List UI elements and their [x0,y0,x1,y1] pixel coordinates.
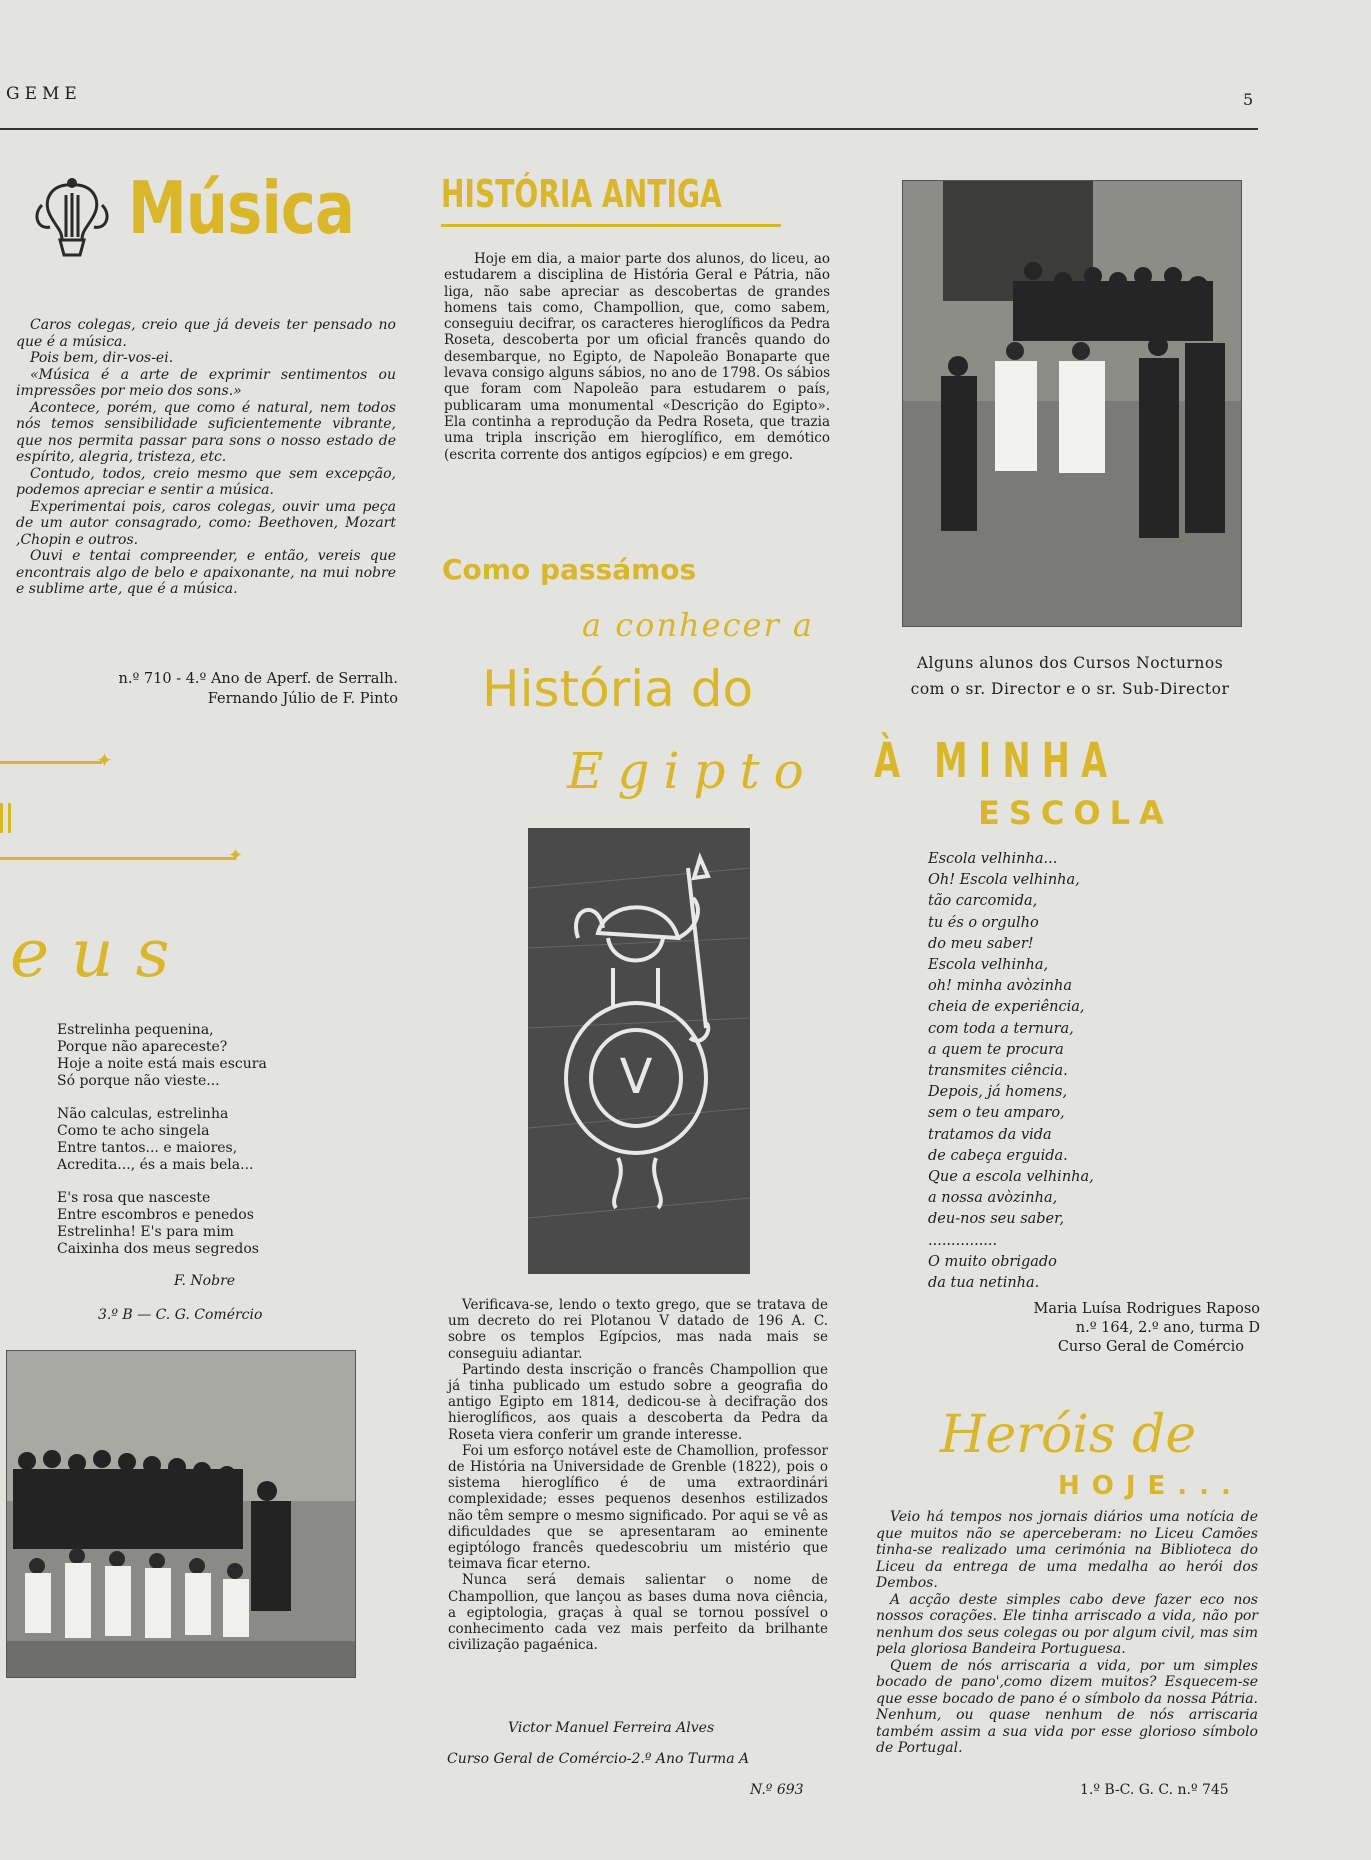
paragraph: Nunca será demais salientar o nome de Champollion, que lançou as bases duma nova ciência, a egiptologia, graças à qual se tornou possível o conhecimento cada vez mais perfeito da brilhante civilização pagaénica. [448,1572,828,1654]
egipto-title-line4: Egipto [567,742,818,800]
historia-antiga-text: Hoje em dia, a maior parte dos alunos, do liceu, ao estudarem a disciplina de História Geral e Pátria, não liga, não sabe apreciar as descobertas de grandes homens tais como, Champollion, que, como sabem, conseguiu decifrar, os caracteres hieroglíficos da Pedra Roseta, descoberta por um oficial francês quando do desembarque, no Egipto, de Napoleão Bonaparte que levava consigo alguns sábios, no ano de 1798. Os sábios que foram com Napoleão para estudarem o país, publicaram uma monumental «Descrição do Egipto». Ela continha a reprodução da Pedra Roseta, que trazia uma tripla inscrição em hieroglífico, em demótico (escrita corrente dos antigos egípcios) e em grego. [444,251,830,463]
adeus-title: eus [10,915,192,992]
egipto-title-line1: Como passámos [442,553,697,586]
poem-line: Acredita..., és a mais bela... [57,1157,254,1173]
paragraph: Experimentai pois, caros colegas, ouvir uma peça de um autor consagrado, como: Beethoven, Mozart ,Chopin e outros. [16,498,396,548]
adeus-class: 3.º B — C. G. Comércio [98,1307,263,1323]
star-ornament-icon: ✦ [228,845,244,866]
egipto-title-line2: a conhecer a [582,606,814,644]
egipto-title-line3: História do [482,660,754,718]
poem-line: sem o teu amparo, [928,1105,1065,1122]
glyph-letter: V [619,1049,653,1105]
escola-signature [930,1300,1260,1357]
poem-line: Hoje a noite está mais escura [57,1056,267,1072]
paragraph: Quem de nós arriscaria a vida, por um simples bocado de pano',como dizem muitos? Esquecem-se que esse bocado de pano é o símbolo da nossa Pátria. Nenhum, ou quase nenhum de nós arriscaria também assim a sua vida por esse glorioso símbolo de Portugal. [876,1657,1258,1756]
egipto-author: Victor Manuel Ferreira Alves [508,1720,715,1736]
poem-line: Escola velhinha, [928,957,1049,974]
historia-antiga-title: HISTÓRIA ANTIGA [441,172,722,216]
decorative-rule [0,761,102,764]
poem-line: Estrelinha! E's para mim [57,1224,234,1240]
paragraph: Veio há tempos nos jornais diários uma notícia de que muitos não se aperceberam: no Liceu Camões tinha-se realizado uma cerimónia na Biblioteca do Liceu da entrega de uma medalha ao herói dos Dembos. [876,1509,1258,1591]
poem-line: tu és o orgulho [928,914,1039,931]
egipto-text [448,1297,828,1653]
poem-line: Oh! Escola velhinha, [928,872,1080,889]
paragraph: «Música é a arte de exprimir sentimentos ou impressões por meio dos sons.» [16,366,396,399]
poem-line: Escola velhinha... [928,851,1058,867]
egipto-number: N.º 693 [750,1782,804,1798]
poem-line: transmites ciência. [928,1063,1068,1080]
herois-title-line2: HOJE... [1058,1471,1243,1501]
musica-signature [16,669,398,709]
poem-line: tão carcomida, [928,893,1038,910]
running-header: GEME [6,84,82,104]
poem-line: a quem te procura [928,1041,1064,1058]
poem-line: do meu saber! [928,935,1034,952]
poem-line: Estrelinha pequenina, [57,1022,214,1038]
poem-line: Entre tantos... e maiores, [57,1140,238,1156]
photo-caption [880,650,1260,702]
decorative-bar [0,803,3,833]
poem-line: Não calculas, estrelinha [57,1106,229,1122]
signature-line: Fernando Júlio de F. Pinto [207,691,398,707]
poem-line: cheia de experiência, [928,999,1085,1016]
herois-title-line1: Heróis de [940,1405,1197,1465]
escola-title-line2: ESCOLA [978,794,1173,832]
poem-line: Entre escombros e penedos [57,1207,254,1223]
herois-text [876,1509,1258,1757]
paragraph: Foi um esforço notável este de Chamollion, professor de História na Universidade de Grenble (1822), pois o sistema hieroglífico é de uma extraordinári complexidade; esses pequenos desenhos estilizados não têm sempre o mesmo significado. Por aqui se vê as dificuldades que se apresentaram ao eminente egiptólogo francês quedescobriu um mistério que teimava ficar eterno. [448,1442,828,1573]
poem-line: a nossa avòzinha, [928,1190,1058,1207]
poem-line: deu-nos seu saber, [928,1211,1065,1228]
caption-line: Alguns alunos dos Cursos Nocturnos [916,654,1224,672]
paragraph: Caros colegas, creio que já deveis ter pensado no que é a música. [16,317,396,350]
egyptian-stele-image [528,828,750,1274]
poem-line: oh! minha avòzinha [928,978,1072,995]
lyre-icon [32,175,112,265]
paragraph: Verificava-se, lendo o texto grego, que se tratava de um decreto do rei Plotanou V datado de 196 A. C. sobre os templos Egípcios, mas nada mais se conseguiu adiantar. [448,1297,828,1362]
escola-title-line1: À MINHA [874,733,1119,789]
poem-line: Que a escola velhinha, [928,1169,1094,1186]
poem-line: Como te acho singela [57,1123,210,1139]
poem-line: Só porque não vieste... [57,1073,220,1089]
paragraph: Acontece, porém, que como é natural, nem todos nós temos sensibilidade suficientemente vibrante, que nos permita passar para sons o nosso estado de espírito, alegria, tristeza, etc. [16,399,396,465]
poem-line: ............... [928,1232,998,1249]
stanza [57,1106,357,1174]
adeus-author: F. Nobre [174,1273,236,1289]
poem-line: tratamos da vida [928,1126,1052,1143]
decorative-bar [8,803,11,833]
signature-line: n.º 710 - 4.º Ano de Aperf. de Serralh. [118,671,398,687]
header-rule [0,128,1258,130]
group-photo-nocturnal-students [902,180,1242,627]
paragraph: Partindo desta inscrição o francês Champollion que já tinha publicado um estudo sobre a geografia do antigo Egipto em 1814, dedicou-se à decifração dos hieroglíficos, aos quais a descoberta da Pedra da Roseta viera conferir um grande interesse. [448,1361,828,1443]
signature-line: Maria Luísa Rodrigues Raposo [1033,1301,1260,1317]
decorative-rule [0,857,236,860]
egipto-course: Curso Geral de Comércio-2.º Ano Turma A [447,1751,750,1767]
musica-title: Música [128,166,355,250]
star-ornament-icon: ✦ [96,748,113,772]
title-underline [441,224,781,227]
poem-line: Depois, já homens, [928,1084,1068,1101]
escola-poem [928,849,1188,1294]
poem-line: Porque não apareceste? [57,1039,228,1055]
group-photo-students [6,1350,356,1678]
poem-line: E's rosa que nasceste [57,1190,211,1206]
poem-line: com toda a ternura, [928,1020,1074,1037]
stanza [57,1190,357,1258]
poem-line: Caixinha dos meus segredos [57,1241,259,1257]
signature-line: n.º 164, 2.º ano, turma D [1075,1320,1260,1336]
signature-line: Curso Geral de Comércio [1057,1339,1244,1355]
paragraph: Contudo, todos, creio mesmo que sem excepção, podemos apreciar e sentir a música. [16,465,396,498]
adeus-poem [57,1022,357,1258]
stanza [57,1022,357,1090]
paragraph: Ouvi e tentai compreender, e então, vereis que encontrais algo de belo e apaixonante, na mui nobre e sublime arte, que é a música. [16,548,396,597]
paragraph: Pois bem, dir-vos-ei. [30,350,174,366]
caption-line: com o sr. Director e o sr. Sub-Director [910,680,1230,698]
paragraph: A acção deste simples cabo deve fazer eco nos nossos corações. Ele tinha arriscado a vida, não por nenhum dos seus colegas ou por algum civil, mas sim pela gloriosa Bandeira Portuguesa. [876,1591,1258,1657]
poem-line: de cabeça erguida. [928,1147,1068,1164]
herois-signature: 1.º B-C. G. C. n.º 745 [1080,1782,1229,1798]
poem-line: O muito obrigado [928,1253,1057,1270]
page-number: 5 [1243,90,1254,109]
musica-text [16,317,396,598]
poem-line: da tua netinha. [928,1275,1040,1292]
